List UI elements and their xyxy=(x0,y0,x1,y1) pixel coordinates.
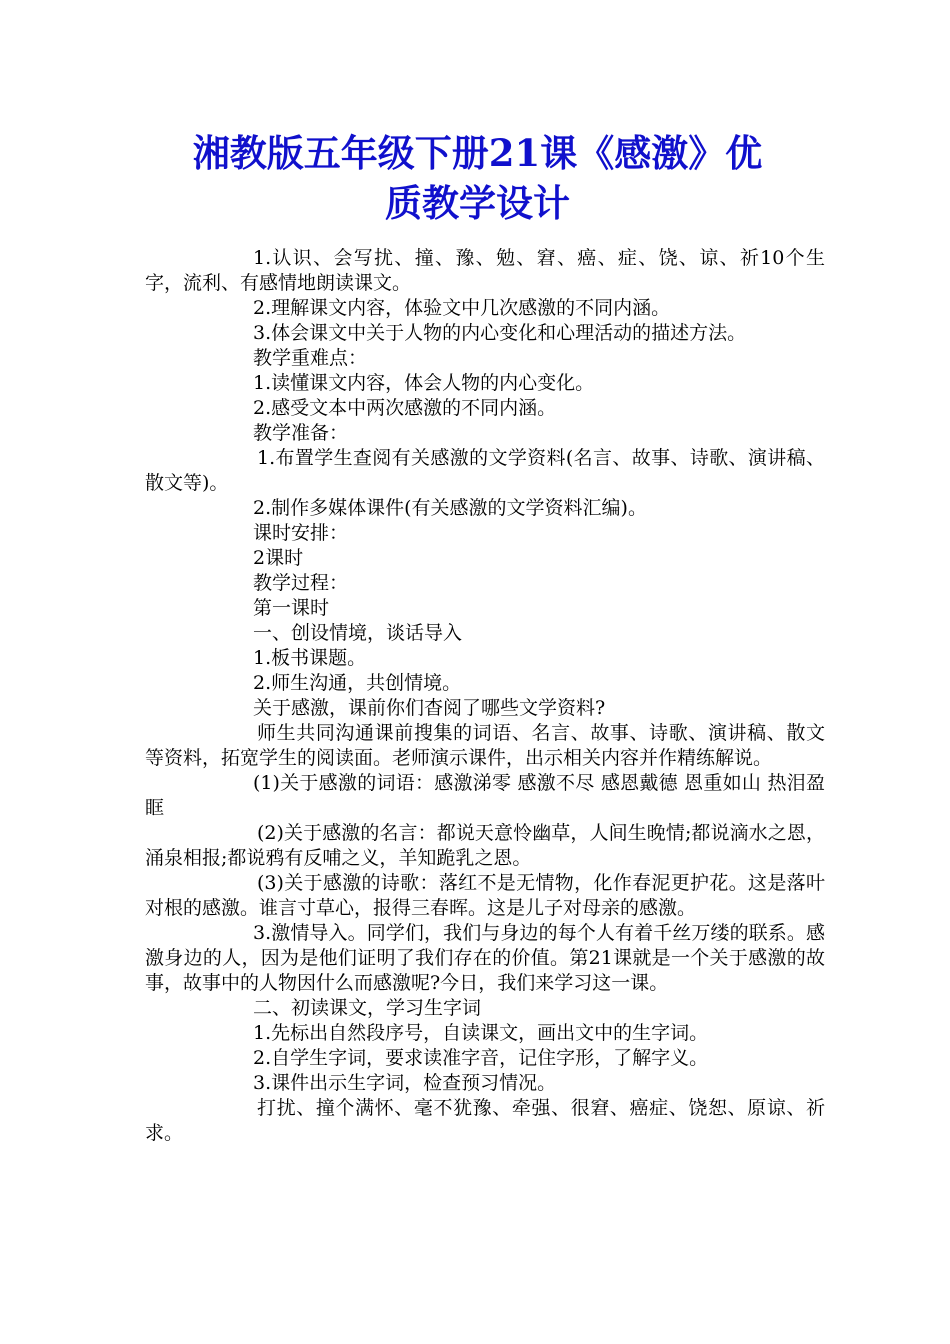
paragraph: 师生共同沟通课前搜集的词语、名言、故事、诗歌、演讲稿、散文等资料，拓宽学生的阅读面。老师演示课件，出示相关内容并作精练解说。 xyxy=(145,722,825,769)
paragraph: 3.激情导入。同学们，我们与身边的每个人有着千丝万缕的联系。感激身边的人，因为是他们证明了我们存在的价值。第21课就是一个关于感激的故事，故事中的人物因什么而感激呢?今日，我们来学习这一课。 xyxy=(145,922,825,994)
paragraph: 课时安排： xyxy=(253,522,349,544)
paragraph: 2.制作多媒体课件(有关感激的文学资料汇编)。 xyxy=(253,497,647,519)
paragraph: 3.体会课文中关于人物的内心变化和心理活动的描述方法。 xyxy=(253,322,747,344)
paragraph: 2.师生沟通，共创情境。 xyxy=(253,672,462,694)
paragraph: 2.自学生字词，要求读准字音，记住字形，了解字义。 xyxy=(253,1047,709,1069)
document-body xyxy=(145,246,825,1146)
paragraph: 1.读懂课文内容，体会人物的内心变化。 xyxy=(253,372,595,394)
paragraph: 1.布置学生查阅有关感激的文学资料(名言、故事、诗歌、演讲稿、散文等)。 xyxy=(145,447,825,494)
paragraph: 教学准备： xyxy=(253,422,349,444)
paragraph: 1.认识、会写扰、撞、豫、勉、窘、癌、症、饶、谅、祈10个生字，流利、有感情地朗读课文。 xyxy=(145,247,825,294)
paragraph: 二、初读课文，学习生字词 xyxy=(253,997,482,1019)
title-line-2: 质教学设计 xyxy=(385,181,570,225)
paragraph: 3.课件出示生字词，检查预习情况。 xyxy=(253,1072,557,1094)
paragraph: 1.先标出自然段序号，自读课文，画出文中的生字词。 xyxy=(253,1022,709,1044)
paragraph: 2课时 xyxy=(253,547,304,569)
paragraph: 1.板书课题。 xyxy=(253,647,367,669)
paragraph: 一、创设情境，谈话导入 xyxy=(253,622,463,644)
paragraph: 教学重难点： xyxy=(253,347,368,369)
paragraph: (1)关于感激的词语：感激涕零 感激不尽 感恩戴德 恩重如山 热泪盈眶 xyxy=(145,772,825,819)
paragraph: 2.感受文本中两次感激的不同内涵。 xyxy=(253,397,557,419)
paragraph: 关于感激，课前你们杳阅了哪些文学资料? xyxy=(253,697,606,719)
paragraph: (2)关于感激的名言：都说天意怜幽草，人间生晚情;都说滴水之恩，涌泉相报;都说鸦有反哺之义，羊知跪乳之恩。 xyxy=(145,822,825,869)
title-line-1: 湘教版五年级下册21课《感激》优 xyxy=(192,131,763,175)
paragraph: 2.理解课文内容，体验文中几次感激的不同内涵。 xyxy=(253,297,671,319)
paragraph: (3)关于感激的诗歌：落红不是无情物，化作春泥更护花。这是落叶对根的感激。谁言寸草心，报得三春晖。这是儿子对母亲的感激。 xyxy=(145,872,825,919)
paragraph: 第一课时 xyxy=(253,597,330,619)
document-title xyxy=(145,128,810,228)
paragraph: 教学过程： xyxy=(253,572,349,594)
paragraph: 打扰、撞个满怀、毫不犹豫、牵强、很窘、癌症、饶恕、原谅、祈求。 xyxy=(145,1097,825,1144)
